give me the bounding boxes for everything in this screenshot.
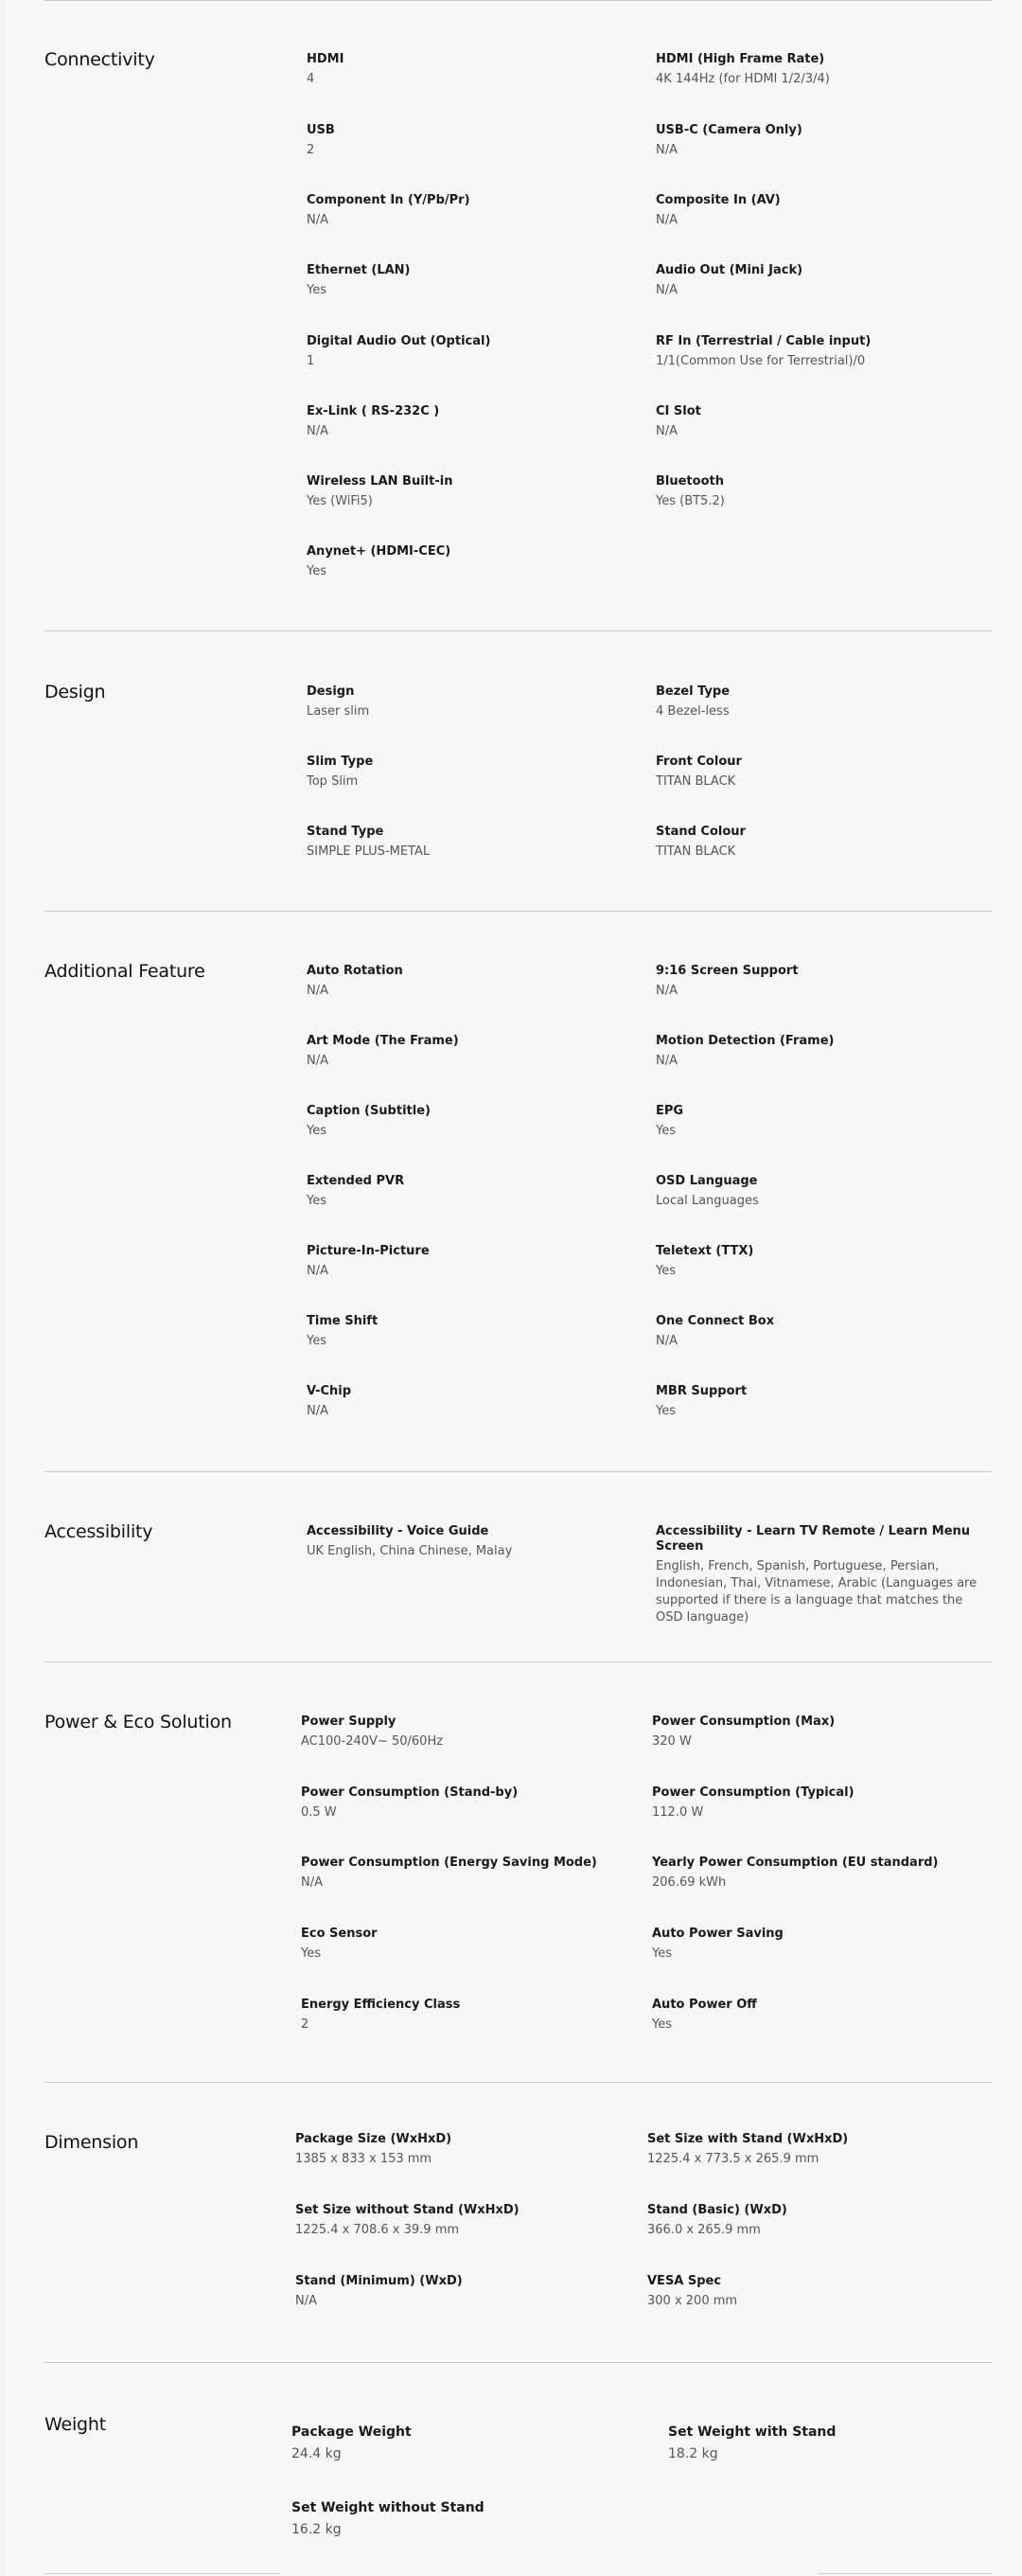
spec-package-weight — [291, 2425, 632, 2462]
spec-vesa-spec — [647, 2274, 988, 2310]
spec-value: 4 Bezel-less — [656, 704, 730, 719]
spec-value: 1225.4 x 773.5 x 265.9 mm — [647, 2152, 819, 2166]
spec-label: Bezel Type — [656, 684, 731, 699]
spec-stand-colour — [656, 825, 996, 861]
spec-label: Time Shift — [307, 1314, 379, 1328]
spec-value: Yes — [656, 1404, 676, 1418]
spec-extended-pvr — [307, 1174, 647, 1210]
spec-value: Yes — [307, 1334, 326, 1348]
spec-value: Yes — [656, 1264, 676, 1278]
spec-value: English, French, Spanish, Portuguese, Persian, Indonesian, Thai, Vitnamese, Arabic (Languages are supported if there is a language that matches the OSD language) — [656, 1559, 978, 1625]
spec-wireless-lan — [307, 474, 647, 510]
spec-set-weight-without-stand — [291, 2500, 632, 2538]
spec-value: Laser slim — [307, 704, 370, 719]
spec-label: Art Mode (The Frame) — [307, 1034, 459, 1048]
spec-value: N/A — [307, 984, 328, 998]
spec-set-weight-with-stand — [668, 2425, 1009, 2462]
spec-yearly-power — [652, 1856, 993, 1892]
spec-label: Set Weight without Stand — [291, 2500, 485, 2515]
bottom-divider-left — [44, 2573, 279, 2574]
spec-value: N/A — [307, 424, 328, 438]
spec-component-in — [307, 193, 647, 229]
spec-value: Yes (WiFi5) — [307, 494, 373, 508]
spec-value: SIMPLE PLUS-METAL — [307, 844, 431, 859]
spec-power-supply — [301, 1714, 642, 1750]
spec-learn-tv-remote — [656, 1524, 982, 1626]
spec-label: Composite In (AV) — [656, 193, 781, 207]
section-divider — [44, 2082, 992, 2083]
spec-value: N/A — [656, 283, 678, 297]
spec-energy-efficiency-class — [301, 1998, 642, 2034]
section-divider — [44, 0, 992, 1]
spec-value: 24.4 kg — [291, 2446, 342, 2461]
spec-value: N/A — [656, 213, 678, 227]
spec-label: Bluetooth — [656, 474, 724, 489]
section-title-connectivity: Connectivity — [44, 49, 155, 70]
spec-label: HDMI (High Frame Rate) — [656, 52, 825, 66]
spec-label: OSD Language — [656, 1174, 758, 1188]
spec-label: V-Chip — [307, 1384, 352, 1398]
spec-value: N/A — [656, 1054, 678, 1068]
bottom-divider-right — [818, 2573, 992, 2574]
spec-stand-minimum — [295, 2274, 636, 2310]
spec-value: Yes — [652, 2017, 672, 2032]
spec-label: Power Supply — [301, 1714, 396, 1729]
section-title-weight: Weight — [44, 2414, 106, 2435]
spec-9-16-screen-support — [656, 964, 996, 1000]
spec-bezel-type — [656, 684, 996, 720]
spec-label: Picture-In-Picture — [307, 1244, 430, 1258]
spec-label: Stand (Minimum) (WxD) — [295, 2274, 463, 2288]
spec-value: N/A — [656, 143, 678, 157]
spec-page — [6, 0, 1022, 2576]
spec-label: Extended PVR — [307, 1174, 405, 1188]
spec-label: Set Size with Stand (WxHxD) — [647, 2132, 849, 2146]
spec-label: Auto Rotation — [307, 964, 403, 978]
spec-value: 1385 x 833 x 153 mm — [295, 2152, 432, 2166]
spec-hdmi — [307, 52, 647, 88]
spec-label: Power Consumption (Max) — [652, 1714, 836, 1729]
spec-value: 16.2 kg — [291, 2522, 342, 2537]
spec-label: Auto Power Saving — [652, 1927, 784, 1941]
spec-epg — [656, 1104, 996, 1140]
spec-anynet — [307, 544, 647, 580]
spec-hdmi-high-frame-rate — [656, 52, 996, 88]
spec-composite-in — [656, 193, 996, 229]
spec-value: Yes — [656, 1124, 676, 1138]
spec-label: Stand Colour — [656, 825, 746, 839]
spec-label: Design — [307, 684, 355, 699]
spec-label: EPG — [656, 1104, 684, 1118]
spec-value: Yes — [307, 564, 326, 578]
spec-value: UK English, China Chinese, Malay — [307, 1544, 513, 1558]
spec-label: Motion Detection (Frame) — [656, 1034, 835, 1048]
spec-label: Set Size without Stand (WxHxD) — [295, 2203, 520, 2217]
spec-value: 4 — [307, 72, 315, 86]
spec-label: Ethernet (LAN) — [307, 263, 411, 277]
spec-mbr-support — [656, 1384, 996, 1420]
spec-value: 1225.4 x 708.6 x 39.9 mm — [295, 2223, 460, 2237]
spec-set-size-without-stand — [295, 2203, 636, 2239]
spec-teletext — [656, 1244, 996, 1280]
spec-label: Power Consumption (Typical) — [652, 1785, 855, 1800]
spec-label: Caption (Subtitle) — [307, 1104, 431, 1118]
spec-value: 1/1(Common Use for Terrestrial)/0 — [656, 354, 866, 368]
spec-value: TITAN BLACK — [656, 774, 736, 789]
spec-art-mode — [307, 1034, 647, 1070]
spec-label: USB — [307, 123, 335, 137]
spec-value: Local Languages — [656, 1194, 759, 1208]
section-divider — [44, 2362, 992, 2363]
spec-value: 206.69 kWh — [652, 1875, 727, 1890]
spec-value: Yes — [307, 1194, 326, 1208]
spec-value: Yes — [307, 1124, 326, 1138]
spec-label: Stand Type — [307, 825, 384, 839]
spec-auto-rotation — [307, 964, 647, 1000]
section-divider — [44, 1471, 992, 1472]
spec-label: Energy Efficiency Class — [301, 1998, 461, 2012]
section-title-power-eco: Power & Eco Solution — [44, 1712, 232, 1732]
spec-time-shift — [307, 1314, 647, 1350]
spec-label: Set Weight with Stand — [668, 2425, 837, 2440]
spec-label: Audio Out (Mini Jack) — [656, 263, 803, 277]
spec-label: RF In (Terrestrial / Cable input) — [656, 334, 872, 348]
spec-one-connect-box — [656, 1314, 996, 1350]
spec-value: N/A — [307, 1054, 328, 1068]
spec-set-size-with-stand — [647, 2132, 988, 2168]
spec-power-standby — [301, 1785, 642, 1821]
section-title-dimension: Dimension — [44, 2132, 139, 2153]
section-divider — [44, 911, 992, 912]
spec-power-typical — [652, 1785, 993, 1821]
spec-label: Digital Audio Out (Optical) — [307, 334, 491, 348]
spec-label: Stand (Basic) (WxD) — [647, 2203, 787, 2217]
spec-auto-power-off — [652, 1998, 993, 2034]
spec-value: N/A — [656, 984, 678, 998]
spec-power-energy-saving — [301, 1856, 642, 1892]
spec-osd-language — [656, 1174, 996, 1210]
section-title-design: Design — [44, 682, 106, 702]
section-title-additional-feature: Additional Feature — [44, 961, 205, 982]
spec-digital-audio-out — [307, 334, 647, 370]
spec-value: TITAN BLACK — [656, 844, 736, 859]
spec-picture-in-picture — [307, 1244, 647, 1280]
spec-value: Yes (BT5.2) — [656, 494, 725, 508]
spec-label: One Connect Box — [656, 1314, 775, 1328]
spec-label: 9:16 Screen Support — [656, 964, 799, 978]
spec-value: 0.5 W — [301, 1805, 337, 1820]
spec-caption — [307, 1104, 647, 1140]
spec-label: Anynet+ (HDMI-CEC) — [307, 544, 451, 559]
spec-usb — [307, 123, 647, 159]
spec-eco-sensor — [301, 1927, 642, 1963]
spec-label: Eco Sensor — [301, 1927, 378, 1941]
spec-value: 300 x 200 mm — [647, 2294, 738, 2308]
spec-motion-detection — [656, 1034, 996, 1070]
spec-label: Auto Power Off — [652, 1998, 757, 2012]
spec-value: Top Slim — [307, 774, 359, 789]
spec-label: USB-C (Camera Only) — [656, 123, 802, 137]
spec-design — [307, 684, 647, 720]
spec-audio-out — [656, 263, 996, 299]
spec-value: AC100-240V~ 50/60Hz — [301, 1734, 444, 1749]
spec-label: Front Colour — [656, 755, 742, 769]
spec-value: Yes — [652, 1946, 672, 1961]
spec-voice-guide — [307, 1524, 647, 1560]
spec-label: Accessibility - Voice Guide — [307, 1524, 489, 1538]
spec-bluetooth — [656, 474, 996, 510]
section-divider — [44, 1661, 992, 1662]
spec-label: Power Consumption (Stand-by) — [301, 1785, 519, 1800]
spec-value: 366.0 x 265.9 mm — [647, 2223, 761, 2237]
spec-label: MBR Support — [656, 1384, 748, 1398]
spec-value: N/A — [295, 2294, 317, 2308]
spec-rf-in — [656, 334, 996, 370]
spec-value: 4K 144Hz (for HDMI 1/2/3/4) — [656, 72, 830, 86]
spec-value: 320 W — [652, 1734, 692, 1749]
spec-value: 2 — [307, 143, 315, 157]
spec-power-consumption-max — [652, 1714, 993, 1750]
spec-ex-link — [307, 404, 647, 440]
spec-label: Component In (Y/Pb/Pr) — [307, 193, 470, 207]
spec-auto-power-saving — [652, 1927, 993, 1963]
spec-usb-c — [656, 123, 996, 159]
spec-label: Yearly Power Consumption (EU standard) — [652, 1856, 939, 1870]
spec-value: 2 — [301, 2017, 309, 2032]
spec-v-chip — [307, 1384, 647, 1420]
spec-label: Package Size (WxHxD) — [295, 2132, 452, 2146]
spec-value: N/A — [307, 1264, 328, 1278]
spec-stand-basic — [647, 2203, 988, 2239]
spec-value: Yes — [307, 283, 326, 297]
spec-label: Teletext (TTX) — [656, 1244, 754, 1258]
spec-label: Power Consumption (Energy Saving Mode) — [301, 1856, 597, 1870]
spec-value: 18.2 kg — [668, 2446, 718, 2461]
section-title-accessibility: Accessibility — [44, 1521, 153, 1542]
spec-value: N/A — [307, 1404, 328, 1418]
spec-label: Accessibility - Learn TV Remote / Learn Menu Screen — [656, 1524, 971, 1554]
spec-label: Ex-Link ( RS-232C ) — [307, 404, 440, 418]
spec-slim-type — [307, 755, 647, 791]
spec-label: CI Slot — [656, 404, 701, 418]
spec-front-colour — [656, 755, 996, 791]
spec-ci-slot — [656, 404, 996, 440]
spec-value: 1 — [307, 354, 315, 368]
spec-label: VESA Spec — [647, 2274, 722, 2288]
spec-package-size — [295, 2132, 636, 2168]
spec-stand-type — [307, 825, 647, 861]
spec-value: N/A — [301, 1875, 323, 1890]
spec-value: N/A — [656, 424, 678, 438]
spec-ethernet — [307, 263, 647, 299]
spec-value: Yes — [301, 1946, 321, 1961]
spec-label: Slim Type — [307, 755, 374, 769]
spec-label: Wireless LAN Built-in — [307, 474, 453, 489]
spec-value: N/A — [307, 213, 328, 227]
spec-label: Package Weight — [291, 2425, 412, 2440]
spec-value: 112.0 W — [652, 1805, 704, 1820]
spec-label: HDMI — [307, 52, 344, 66]
spec-value: N/A — [656, 1334, 678, 1348]
